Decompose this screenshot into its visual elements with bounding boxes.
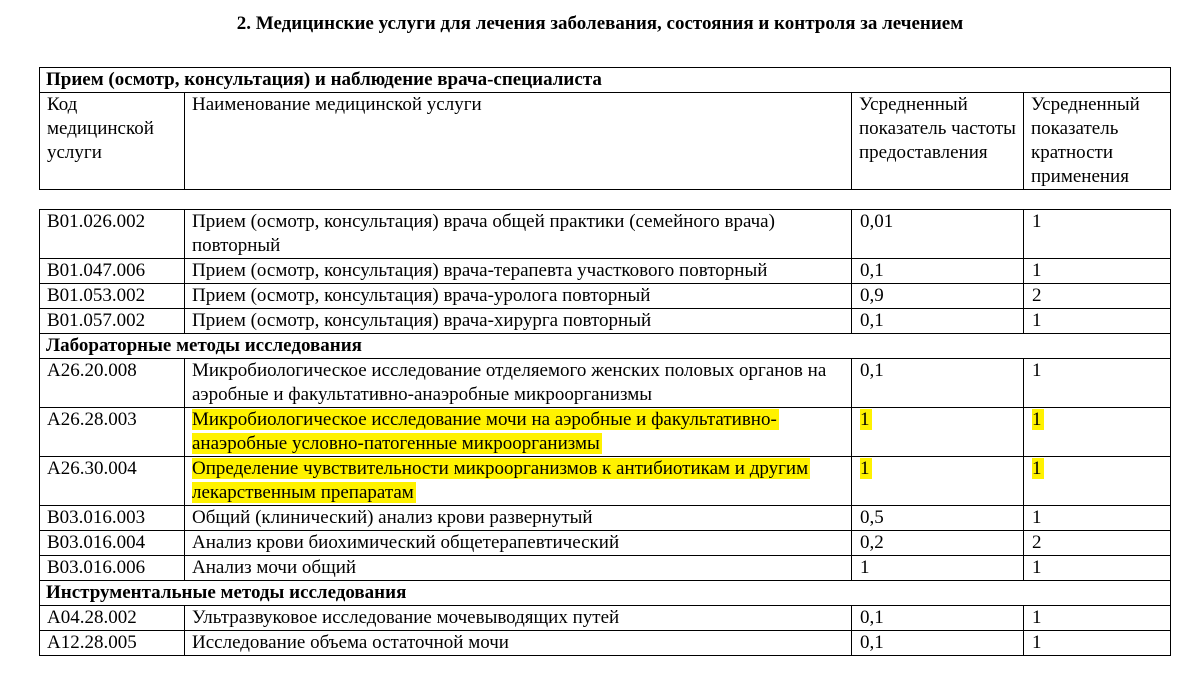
table-row bbox=[40, 606, 1171, 631]
highlighted-multiplicity-value: 1 bbox=[1032, 409, 1042, 430]
services-table-header bbox=[39, 67, 1171, 190]
section-heading-consultation: Прием (осмотр, консультация) и наблюдение врача-специалиста bbox=[40, 68, 1171, 93]
multiplicity-value: 1 bbox=[1024, 259, 1171, 284]
service-code: B03.016.006 bbox=[40, 556, 185, 581]
frequency-value: 0,9 bbox=[852, 284, 1024, 309]
service-code: A26.28.003 bbox=[40, 408, 185, 457]
multiplicity-value: 1 bbox=[1024, 556, 1171, 581]
service-name: Микробиологическое исследование отделяемого женских половых органов на аэробные и факультативно-анаэробные микроорганизмы bbox=[185, 359, 852, 408]
service-code: A26.30.004 bbox=[40, 457, 185, 506]
multiplicity-value: 1 bbox=[1024, 210, 1171, 259]
multiplicity-value: 1 bbox=[1024, 631, 1171, 656]
service-name: Прием (осмотр, консультация) врача-хирурга повторный bbox=[185, 309, 852, 334]
frequency-cell bbox=[852, 457, 1024, 506]
column-header-name: Наименование медицинской услуги bbox=[185, 93, 852, 190]
service-code: A04.28.002 bbox=[40, 606, 185, 631]
section-heading-lab: Лабораторные методы исследования bbox=[40, 334, 1171, 359]
services-table-body bbox=[39, 209, 1171, 656]
column-header-multiplicity: Усредненный показатель кратности применения bbox=[1024, 93, 1171, 190]
multiplicity-value: 2 bbox=[1024, 531, 1171, 556]
table-row-highlighted bbox=[40, 408, 1171, 457]
service-name-cell bbox=[185, 408, 852, 457]
service-name: Ультразвуковое исследование мочевыводящих путей bbox=[185, 606, 852, 631]
section-heading-instrumental: Инструментальные методы исследования bbox=[40, 581, 1171, 606]
service-name: Общий (клинический) анализ крови развернутый bbox=[185, 506, 852, 531]
frequency-cell bbox=[852, 408, 1024, 457]
service-name: Анализ крови биохимический общетерапевтический bbox=[185, 531, 852, 556]
multiplicity-value: 1 bbox=[1024, 359, 1171, 408]
frequency-value: 0,1 bbox=[852, 606, 1024, 631]
service-code: B01.053.002 bbox=[40, 284, 185, 309]
table-row bbox=[40, 284, 1171, 309]
frequency-value: 1 bbox=[852, 556, 1024, 581]
document-title: 2. Медицинские услуги для лечения заболевания, состояния и контроля за лечением bbox=[236, 13, 964, 34]
highlighted-service-name: Определение чувствительности микроорганизмов к антибиотикам и другим лекарственным препаратам bbox=[192, 458, 809, 503]
frequency-value: 0,1 bbox=[852, 309, 1024, 334]
service-code: A26.20.008 bbox=[40, 359, 185, 408]
highlighted-multiplicity-value: 1 bbox=[1032, 458, 1042, 479]
frequency-value: 0,1 bbox=[852, 631, 1024, 656]
service-code: B03.016.004 bbox=[40, 531, 185, 556]
multiplicity-value: 1 bbox=[1024, 309, 1171, 334]
service-code: B03.016.003 bbox=[40, 506, 185, 531]
table-row bbox=[40, 259, 1171, 284]
frequency-value: 0,01 bbox=[852, 210, 1024, 259]
column-header-frequency: Усредненный показатель частоты предоставления bbox=[852, 93, 1024, 190]
table-row-highlighted bbox=[40, 457, 1171, 506]
table-row bbox=[40, 210, 1171, 259]
multiplicity-cell bbox=[1024, 408, 1171, 457]
column-header-code: Код медицинской услуги bbox=[40, 93, 185, 190]
highlighted-service-name: Микробиологическое исследование мочи на аэробные и факультативно-анаэробные условно-патогенные микроорганизмы bbox=[192, 409, 777, 454]
multiplicity-value: 1 bbox=[1024, 506, 1171, 531]
table-row bbox=[40, 359, 1171, 408]
multiplicity-cell bbox=[1024, 457, 1171, 506]
highlighted-frequency-value: 1 bbox=[860, 409, 870, 430]
table-row bbox=[40, 631, 1171, 656]
service-code: B01.057.002 bbox=[40, 309, 185, 334]
frequency-value: 0,1 bbox=[852, 359, 1024, 408]
multiplicity-value: 1 bbox=[1024, 606, 1171, 631]
service-name: Анализ мочи общий bbox=[185, 556, 852, 581]
frequency-value: 0,5 bbox=[852, 506, 1024, 531]
service-name: Прием (осмотр, консультация) врача общей практики (семейного врача) повторный bbox=[185, 210, 852, 259]
frequency-value: 0,2 bbox=[852, 531, 1024, 556]
table-row bbox=[40, 309, 1171, 334]
service-name: Прием (осмотр, консультация) врача-терапевта участкового повторный bbox=[185, 259, 852, 284]
table-row bbox=[40, 506, 1171, 531]
service-name: Исследование объема остаточной мочи bbox=[185, 631, 852, 656]
table-row bbox=[40, 531, 1171, 556]
highlighted-frequency-value: 1 bbox=[860, 458, 870, 479]
multiplicity-value: 2 bbox=[1024, 284, 1171, 309]
table-row bbox=[40, 556, 1171, 581]
service-code: A12.28.005 bbox=[40, 631, 185, 656]
service-name-cell bbox=[185, 457, 852, 506]
frequency-value: 0,1 bbox=[852, 259, 1024, 284]
service-name: Прием (осмотр, консультация) врача-уролога повторный bbox=[185, 284, 852, 309]
service-code: B01.047.006 bbox=[40, 259, 185, 284]
service-code: B01.026.002 bbox=[40, 210, 185, 259]
